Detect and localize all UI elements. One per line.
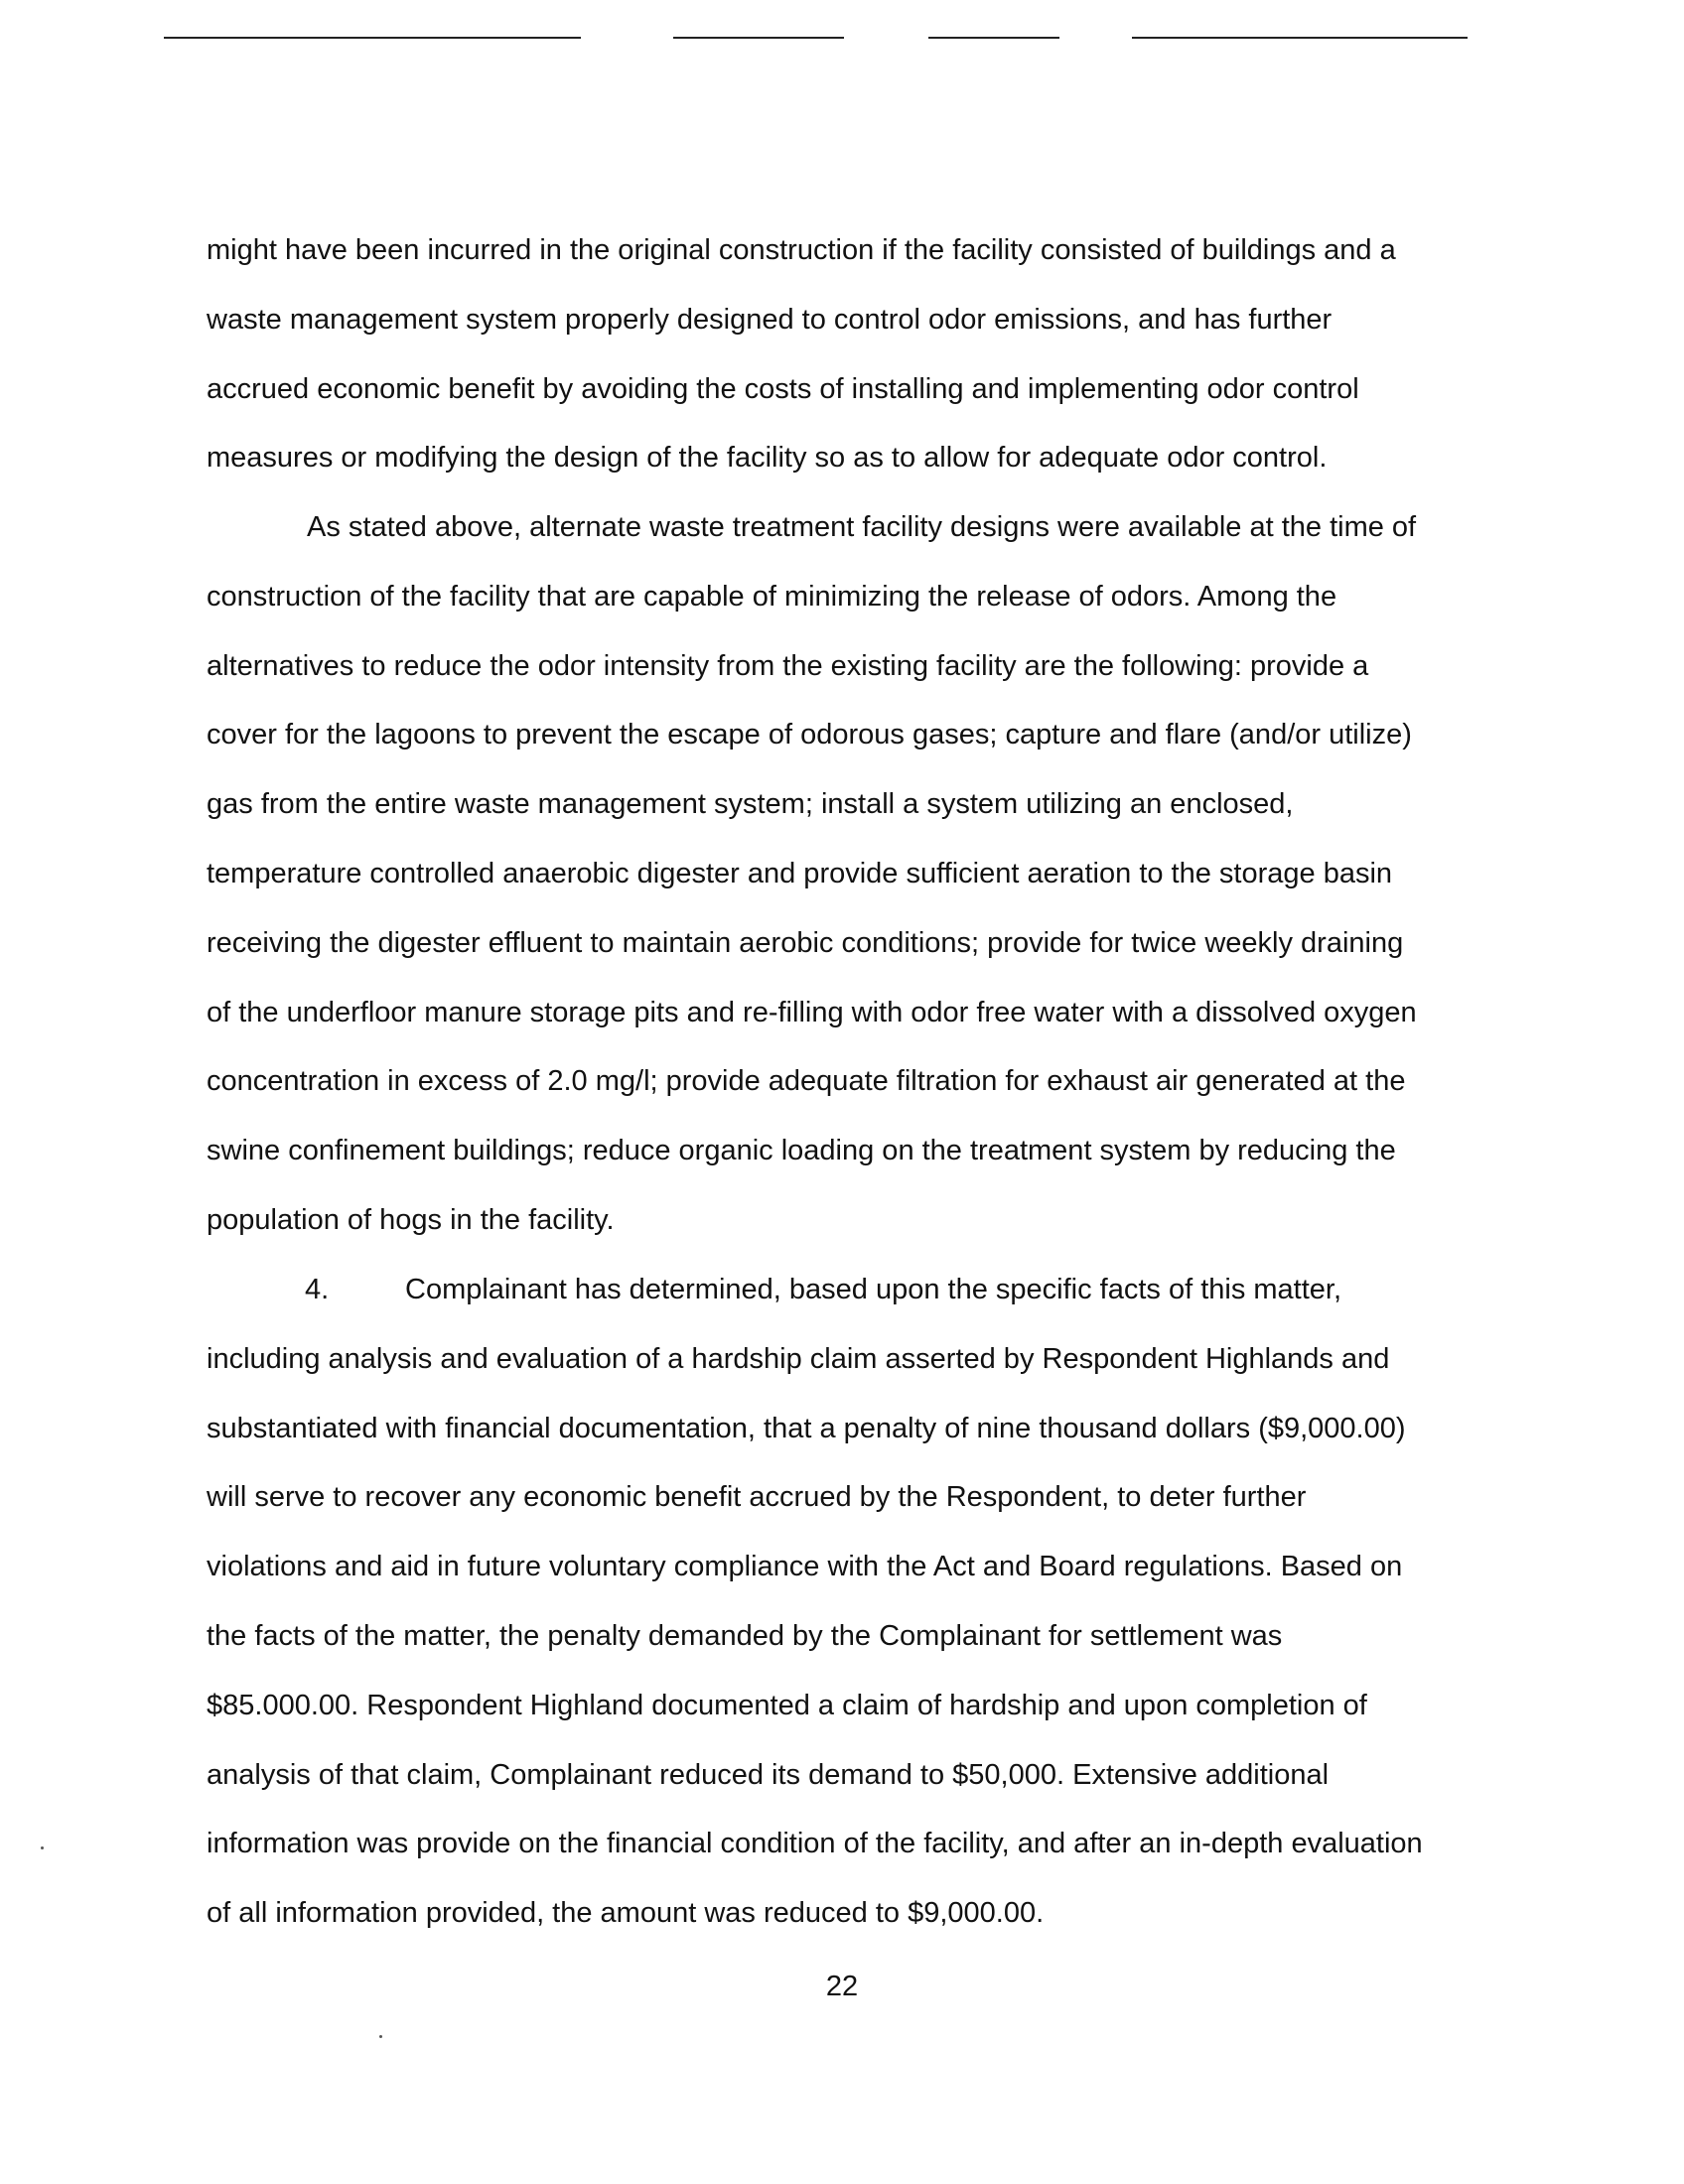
text-line: of all information provided, the amount was reduced to $9,000.00. (207, 1897, 1045, 1930)
scan-speck (379, 2035, 382, 2038)
paragraph-continuation (207, 216, 1497, 493)
text-line: including analysis and evaluation of a hardship claim asserted by Respondent Highlands and (207, 1342, 1390, 1375)
text-line: population of hogs in the facility. (207, 1203, 615, 1236)
text-line: gas from the entire waste management system; install a system utilizing an enclosed, (207, 788, 1294, 821)
text-line: concentration in excess of 2.0 mg/l; provide adequate filtration for exhaust air generated at the (207, 1065, 1406, 1098)
text-line: analysis of that claim, Complainant reduced its demand to $50,000. Extensive additional (207, 1758, 1330, 1791)
text-line: cover for the lagoons to prevent the escape of odorous gases; capture and flare (and/or utilize) (207, 719, 1412, 751)
scan-speck (41, 1846, 44, 1849)
text-line: of the underfloor manure storage pits and re-filling with odor free water with a dissolved oxygen (207, 996, 1417, 1028)
text-line: might have been incurred in the original construction if the facility consisted of buildings and a (207, 234, 1396, 266)
text-line: receiving the digester effluent to maintain aerobic conditions; provide for twice weekly draining (207, 926, 1404, 959)
text-line: swine confinement buildings; reduce organic loading on the treatment system by reducing the (207, 1135, 1396, 1167)
header-rule (164, 37, 581, 39)
header-rule (1132, 37, 1468, 39)
text-line: waste management system properly designed to control odor emissions, and has further (207, 303, 1333, 336)
text-line: temperature controlled anaerobic digester and provide sufficient aeration to the storage basin (207, 857, 1393, 889)
text-line: alternatives to reduce the odor intensity from the existing facility are the following: provide a (207, 649, 1369, 682)
paragraph-alternatives (207, 493, 1497, 1256)
text-line: Complainant has determined, based upon the specific facts of this matter, (405, 1274, 1342, 1305)
text-line: the facts of the matter, the penalty demanded by the Complainant for settlement was (207, 1619, 1283, 1652)
text-line: violations and aid in future voluntary compliance with the Act and Board regulations. Based on (207, 1551, 1403, 1583)
header-rule (673, 37, 844, 39)
paragraph-number: 4. (305, 1274, 330, 1305)
page-number: 22 (825, 1971, 859, 2002)
text-line: will serve to recover any economic benefit accrued by the Respondent, to deter further (207, 1481, 1307, 1514)
header-rule (928, 37, 1059, 39)
text-line: substantiated with financial documentation, that a penalty of nine thousand dollars ($9,000.00) (207, 1412, 1406, 1444)
text-line: measures or modifying the design of the facility so as to allow for adequate odor control. (207, 442, 1328, 475)
text-line: accrued economic benefit by avoiding the costs of installing and implementing odor control (207, 372, 1359, 405)
text-line: information was provide on the financial condition of the facility, and after an in-depth evaluation (207, 1828, 1423, 1860)
numbered-line (207, 1256, 1497, 1325)
text-line: $85.000.00. Respondent Highland documented a claim of hardship and upon completion of (207, 1689, 1367, 1721)
text-line: construction of the facility that are capable of minimizing the release of odors. Among the (207, 580, 1337, 613)
text-line: As stated above, alternate waste treatment facility designs were available at the time of (307, 511, 1417, 543)
paragraph-4 (207, 1256, 1497, 1949)
